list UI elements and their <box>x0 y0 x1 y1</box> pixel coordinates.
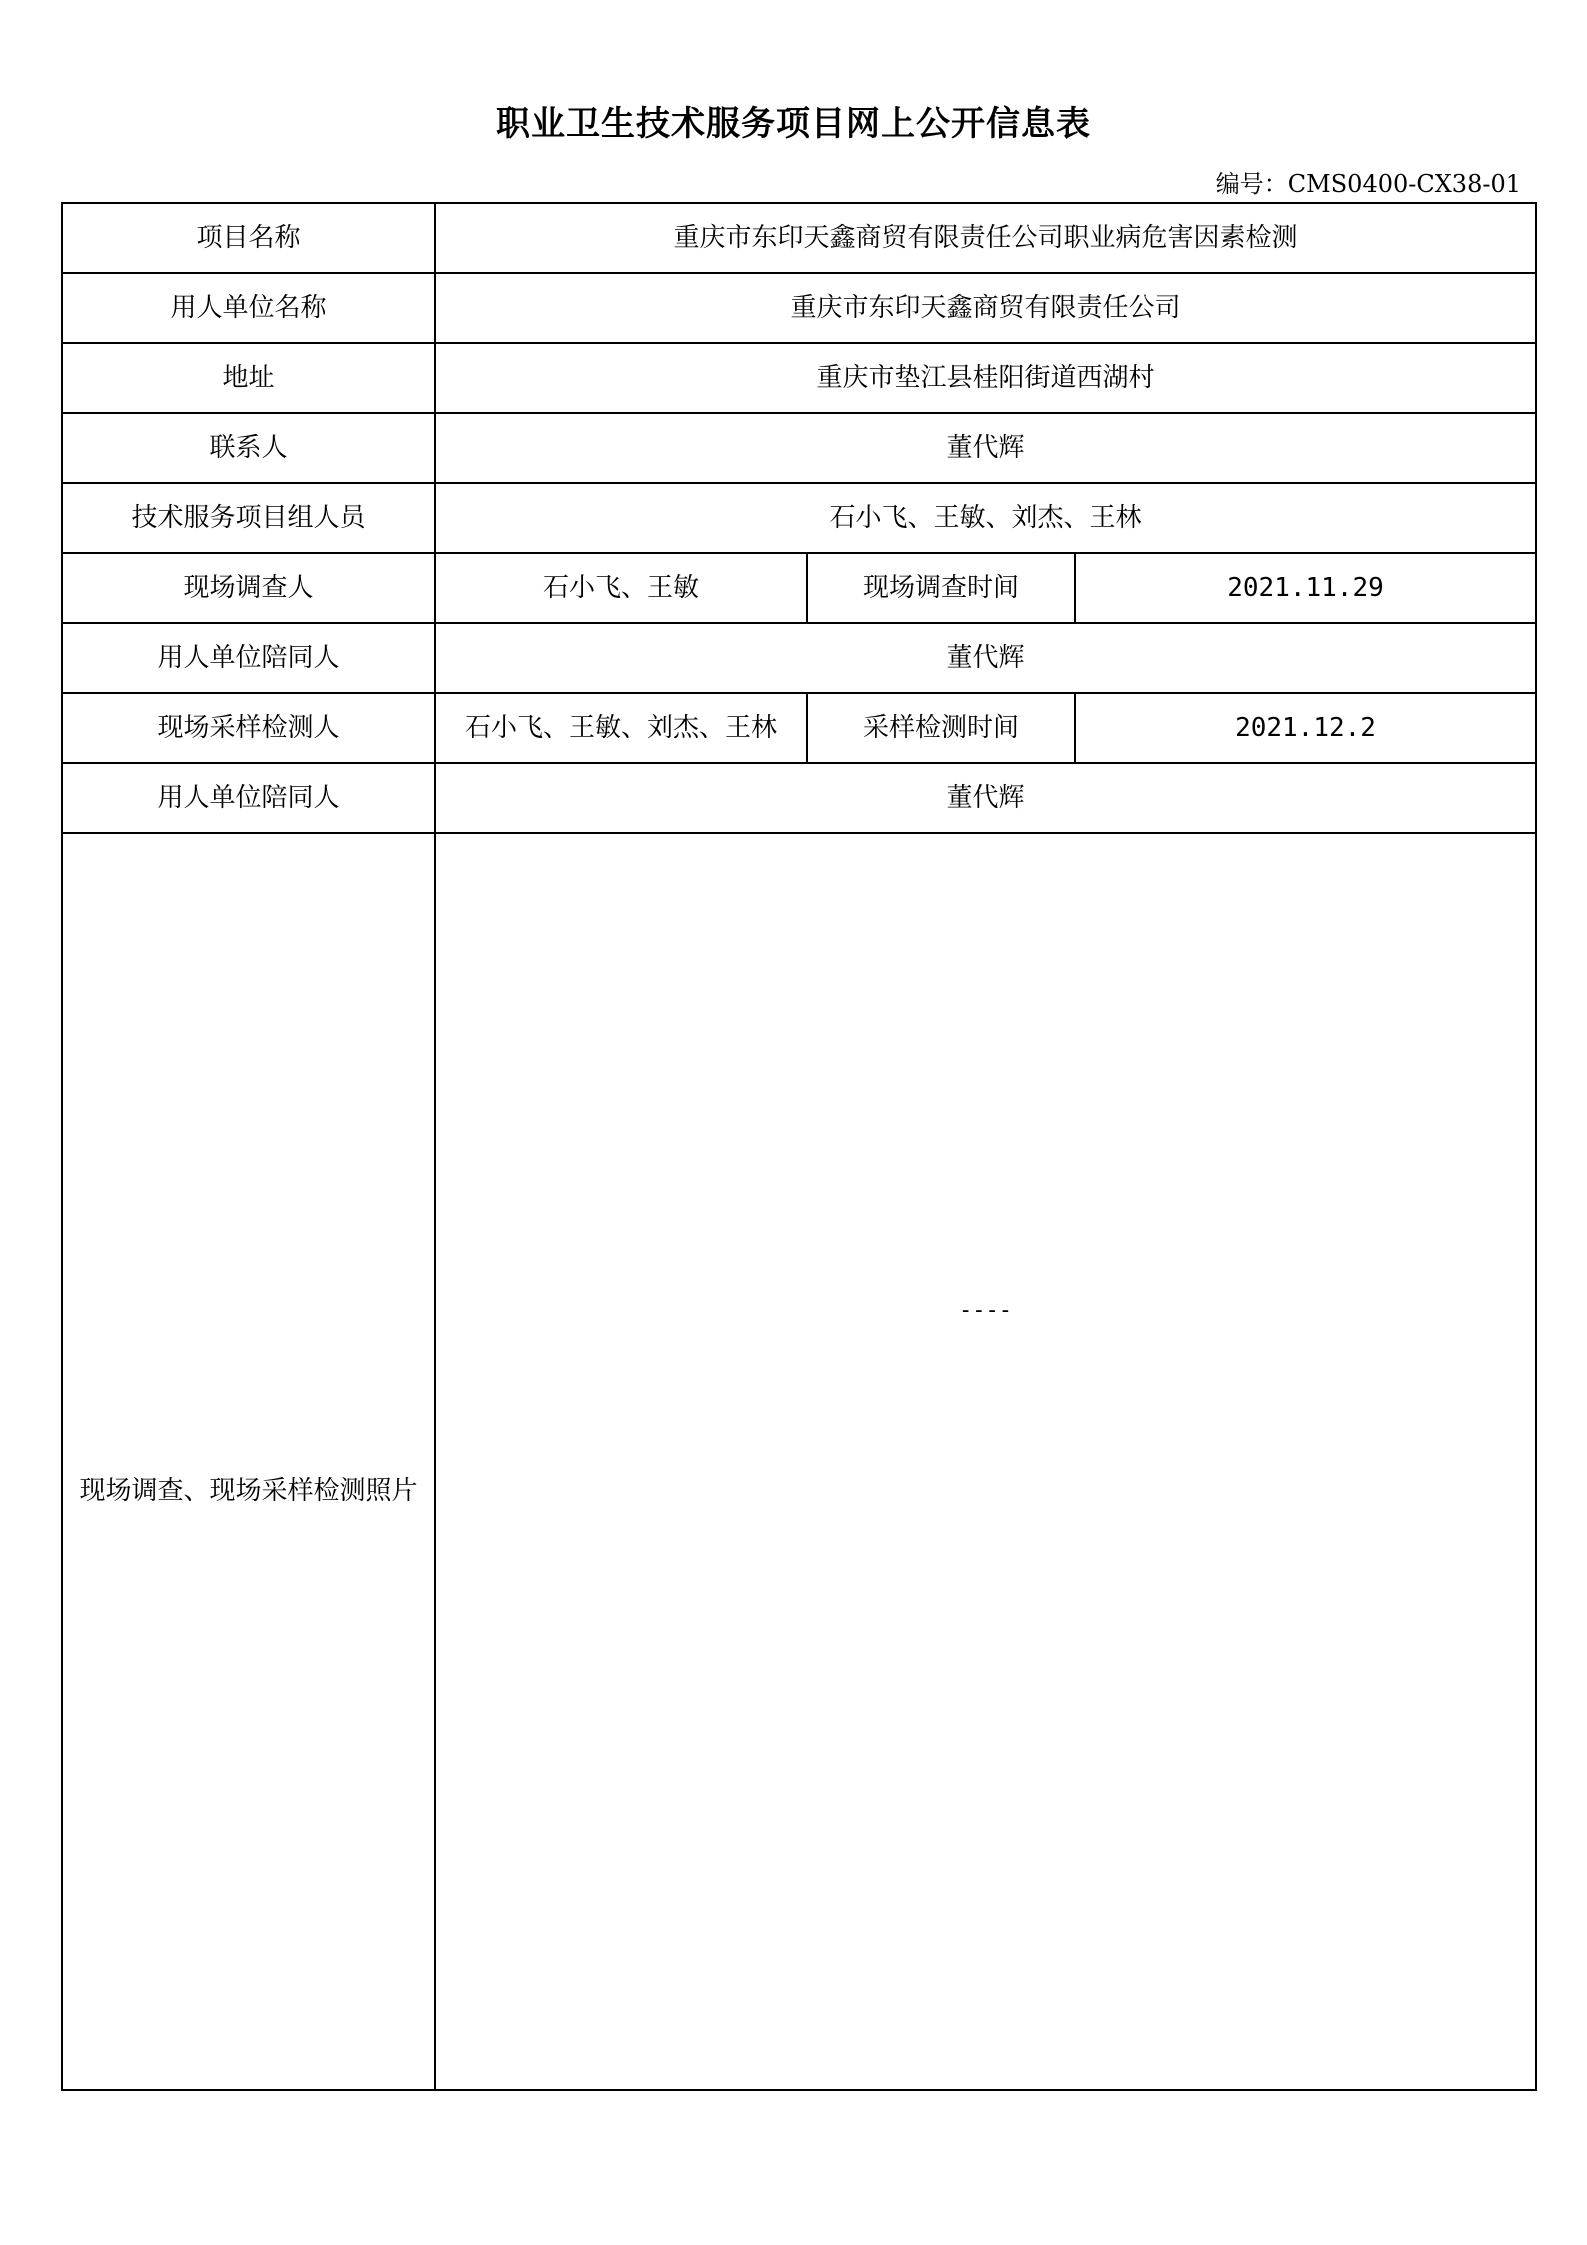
project-name-label: 项目名称 <box>62 203 435 273</box>
table-row-team-members <box>62 483 1536 553</box>
photos-placeholder: ---- <box>959 1298 1012 1324</box>
site-investigator-value: 石小飞、王敏 <box>435 553 807 623</box>
table-row-escort-2 <box>62 763 1536 833</box>
employer-name-value: 重庆市东印天鑫商贸有限责任公司 <box>435 273 1536 343</box>
photos-label: 现场调查、现场采样检测照片 <box>79 1476 418 1507</box>
document-number: 编号：CMS0400-CX38-01 <box>1215 170 1521 198</box>
contact-value: 董代辉 <box>435 413 1536 483</box>
escort-1-label: 用人单位陪同人 <box>62 623 435 693</box>
photos-value-cell <box>435 833 1536 2090</box>
address-value: 重庆市垫江县桂阳街道西湖村 <box>435 343 1536 413</box>
table-row-contact <box>62 413 1536 483</box>
contact-label: 联系人 <box>62 413 435 483</box>
site-investigator-label: 现场调查人 <box>62 553 435 623</box>
investigation-time-label: 现场调查时间 <box>807 553 1075 623</box>
table-row-sampling-tester <box>62 693 1536 763</box>
escort-2-value: 董代辉 <box>435 763 1536 833</box>
escort-1-value: 董代辉 <box>435 623 1536 693</box>
project-name-value: 重庆市东印天鑫商贸有限责任公司职业病危害因素检测 <box>435 203 1536 273</box>
table-row-escort-1 <box>62 623 1536 693</box>
investigation-time-value: 2021.11.29 <box>1075 553 1536 623</box>
table-row-project-name <box>62 203 1536 273</box>
info-table <box>61 202 1537 2091</box>
table-row-employer-name <box>62 273 1536 343</box>
address-label: 地址 <box>62 343 435 413</box>
sampling-tester-label: 现场采样检测人 <box>62 693 435 763</box>
table-row-address <box>62 343 1536 413</box>
escort-2-label: 用人单位陪同人 <box>62 763 435 833</box>
sampling-tester-value: 石小飞、王敏、刘杰、王林 <box>435 693 807 763</box>
team-members-label: 技术服务项目组人员 <box>62 483 435 553</box>
employer-name-label: 用人单位名称 <box>62 273 435 343</box>
page-title: 职业卫生技术服务项目网上公开信息表 <box>496 104 1091 144</box>
team-members-value: 石小飞、王敏、刘杰、王林 <box>435 483 1536 553</box>
table-row-photos <box>62 833 1536 2090</box>
sampling-time-value: 2021.12.2 <box>1075 693 1536 763</box>
table-row-site-investigator <box>62 553 1536 623</box>
sampling-time-label: 采样检测时间 <box>807 693 1075 763</box>
photos-label-cell <box>62 833 435 2090</box>
